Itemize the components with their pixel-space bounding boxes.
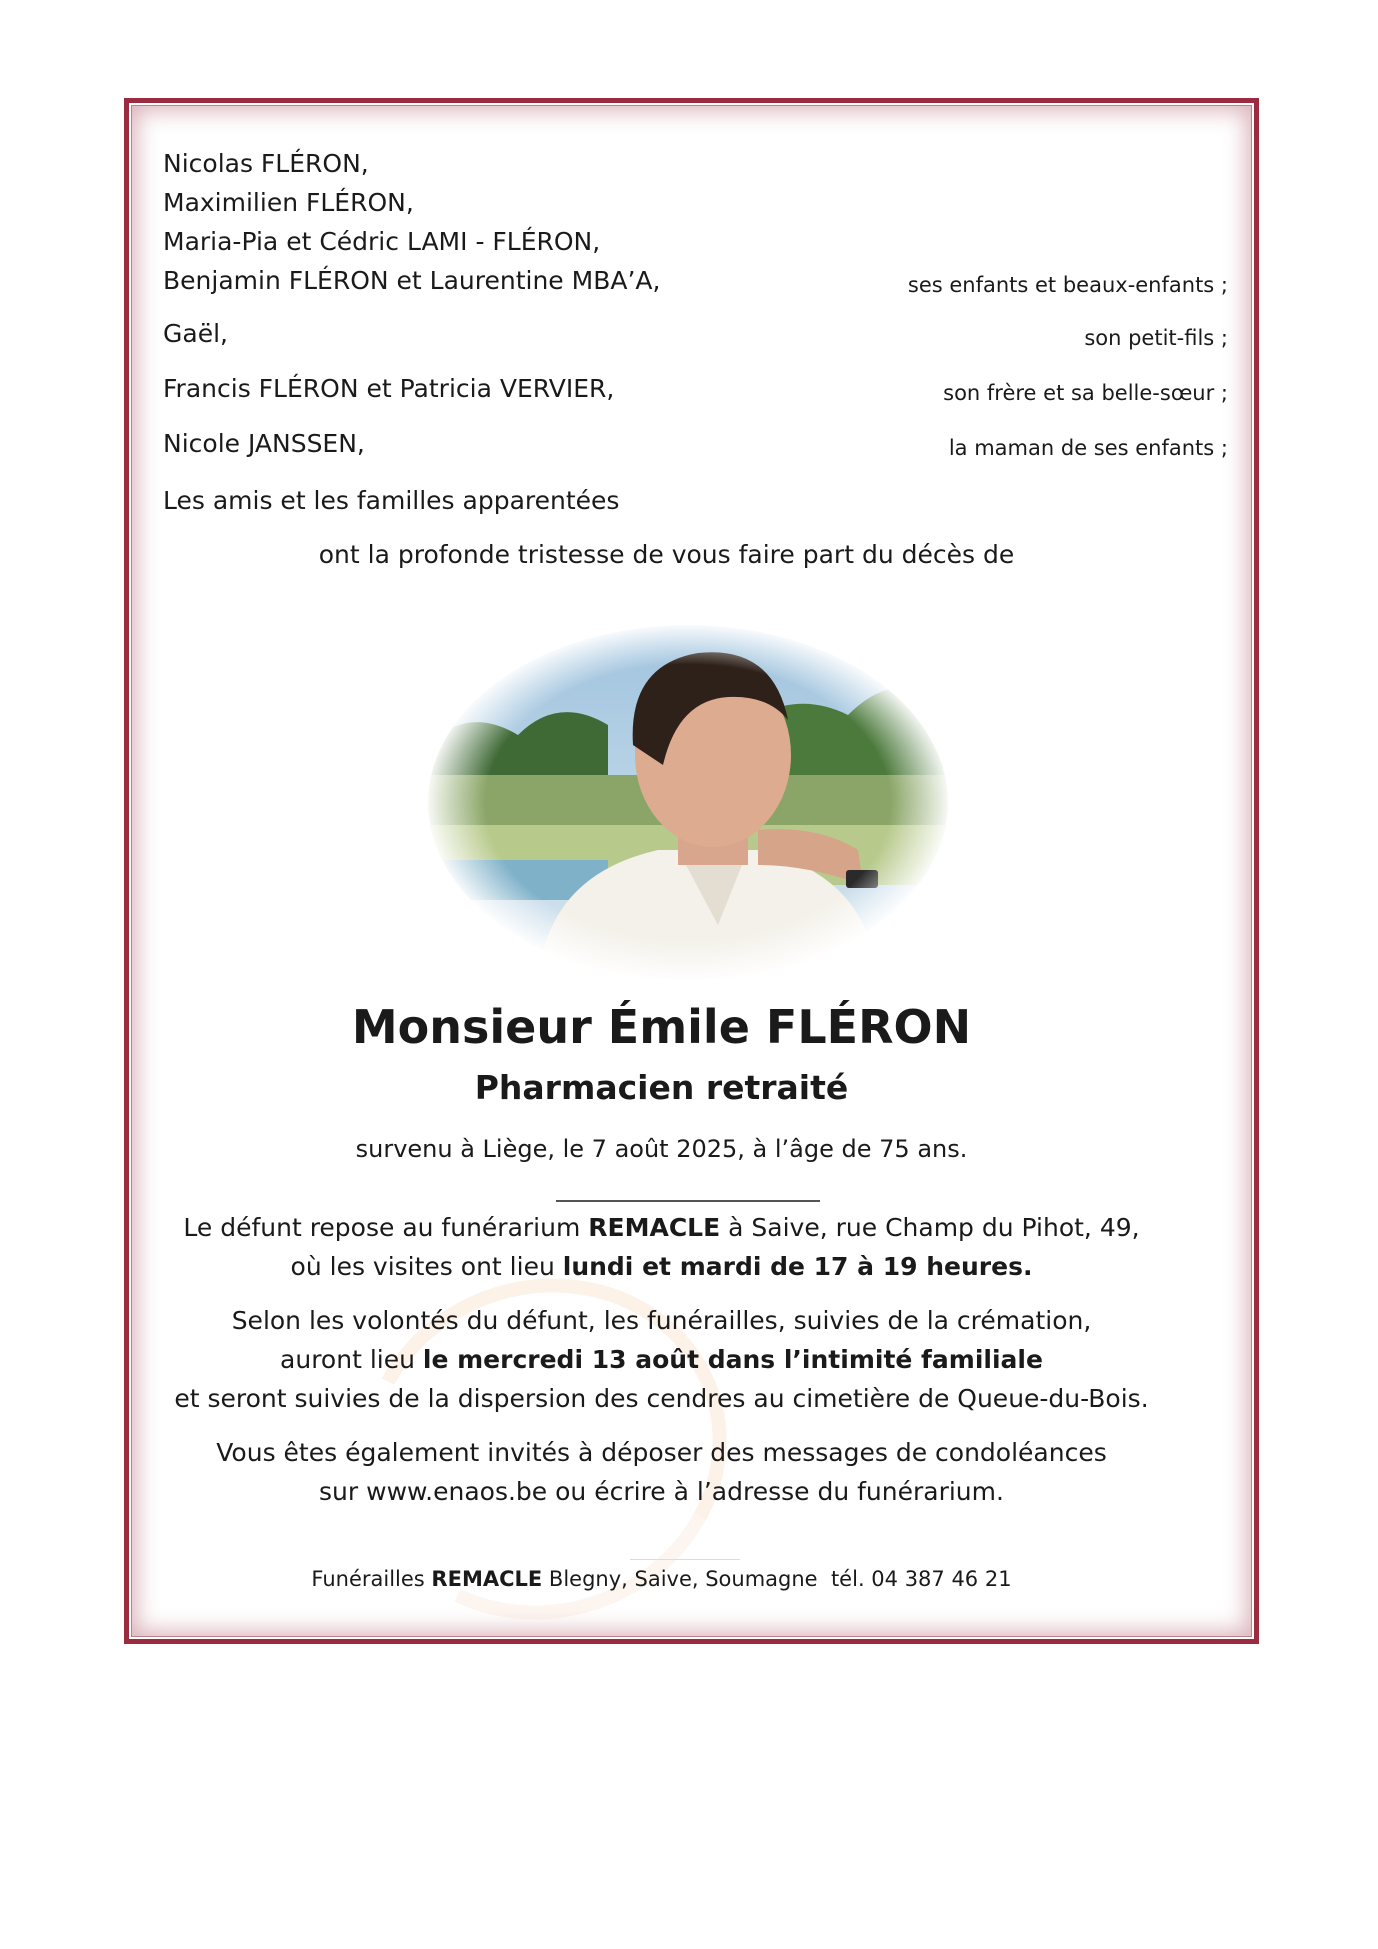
family-row xyxy=(163,420,1228,460)
footer-contact: Funérailles REMACLE Blegny, Saive, Soumagne tél. 04 387 46 21 xyxy=(311,1567,1012,1591)
portrait-photo xyxy=(428,625,948,980)
family-member-name: Gaël, xyxy=(163,319,228,348)
funeral-home-name: REMACLE xyxy=(588,1213,721,1242)
funeral-date: le mercredi 13 août dans l’intimité familiale xyxy=(422,1345,1043,1374)
family-relation: son petit-fils ; xyxy=(1084,326,1228,350)
family-member-name: Maria-Pia et Cédric LAMI - FLÉRON, xyxy=(163,227,601,256)
funeral-paragraph xyxy=(124,1301,1259,1418)
family-row xyxy=(163,257,1228,297)
footer-phone: tél. 04 387 46 21 xyxy=(830,1567,1012,1591)
funeral-line-2: auront lieu le mercredi 13 août dans l’intimité familiale xyxy=(280,1345,1043,1374)
funeral-line-1: Selon les volontés du défunt, les funérailles, suivies de la crémation, xyxy=(231,1306,1092,1335)
condolences-line-2: sur www.enaos.be ou écrire à l’adresse du funérarium. xyxy=(319,1477,1004,1506)
family-row xyxy=(163,365,1228,405)
visitation-line-2: où les visites ont lieu lundi et mardi de 17 à 19 heures. xyxy=(290,1252,1033,1281)
family-row xyxy=(163,477,1228,517)
family-member-name: Francis FLÉRON et Patricia VERVIER, xyxy=(163,374,615,403)
deceased-profession: Pharmacien retraité xyxy=(474,1068,849,1107)
family-member-name: Les amis et les familles apparentées xyxy=(163,486,620,515)
footer-divider xyxy=(630,1559,740,1560)
family-relation: ses enfants et beaux-enfants ; xyxy=(907,273,1228,297)
condolences-line-1: Vous êtes également invités à déposer des messages de condoléances xyxy=(216,1438,1107,1467)
deceased-name: Monsieur Émile FLÉRON xyxy=(351,1000,972,1054)
visitation-paragraph xyxy=(124,1208,1259,1286)
announcement-intro: ont la profonde tristesse de vous faire part du décès de xyxy=(318,540,1015,569)
family-row xyxy=(163,179,1228,219)
family-member-name: Maximilien FLÉRON, xyxy=(163,188,414,217)
family-relation: la maman de ses enfants ; xyxy=(948,436,1228,460)
family-member-name: Nicolas FLÉRON, xyxy=(163,149,369,178)
family-relation: son frère et sa belle-sœur ; xyxy=(943,381,1228,405)
family-member-name: Nicole JANSSEN, xyxy=(163,429,365,458)
footer-company: REMACLE xyxy=(431,1567,543,1591)
death-info: survenu à Liège, le 7 août 2025, à l’âge de 75 ans. xyxy=(355,1135,968,1163)
condolences-paragraph xyxy=(124,1433,1259,1511)
visitation-line-1: Le défunt repose au funérarium REMACLE à Saive, rue Champ du Pihot, 49, xyxy=(183,1213,1140,1242)
portrait-illustration xyxy=(428,625,948,980)
family-row xyxy=(163,218,1228,258)
section-divider xyxy=(556,1200,820,1202)
family-row xyxy=(163,310,1228,350)
family-row xyxy=(163,140,1228,180)
funeral-line-3: et seront suivies de la dispersion des cendres au cimetière de Queue-du-Bois. xyxy=(174,1384,1149,1413)
family-member-name: Benjamin FLÉRON et Laurentine MBA’A, xyxy=(163,266,661,295)
visiting-hours: lundi et mardi de 17 à 19 heures. xyxy=(562,1252,1033,1281)
